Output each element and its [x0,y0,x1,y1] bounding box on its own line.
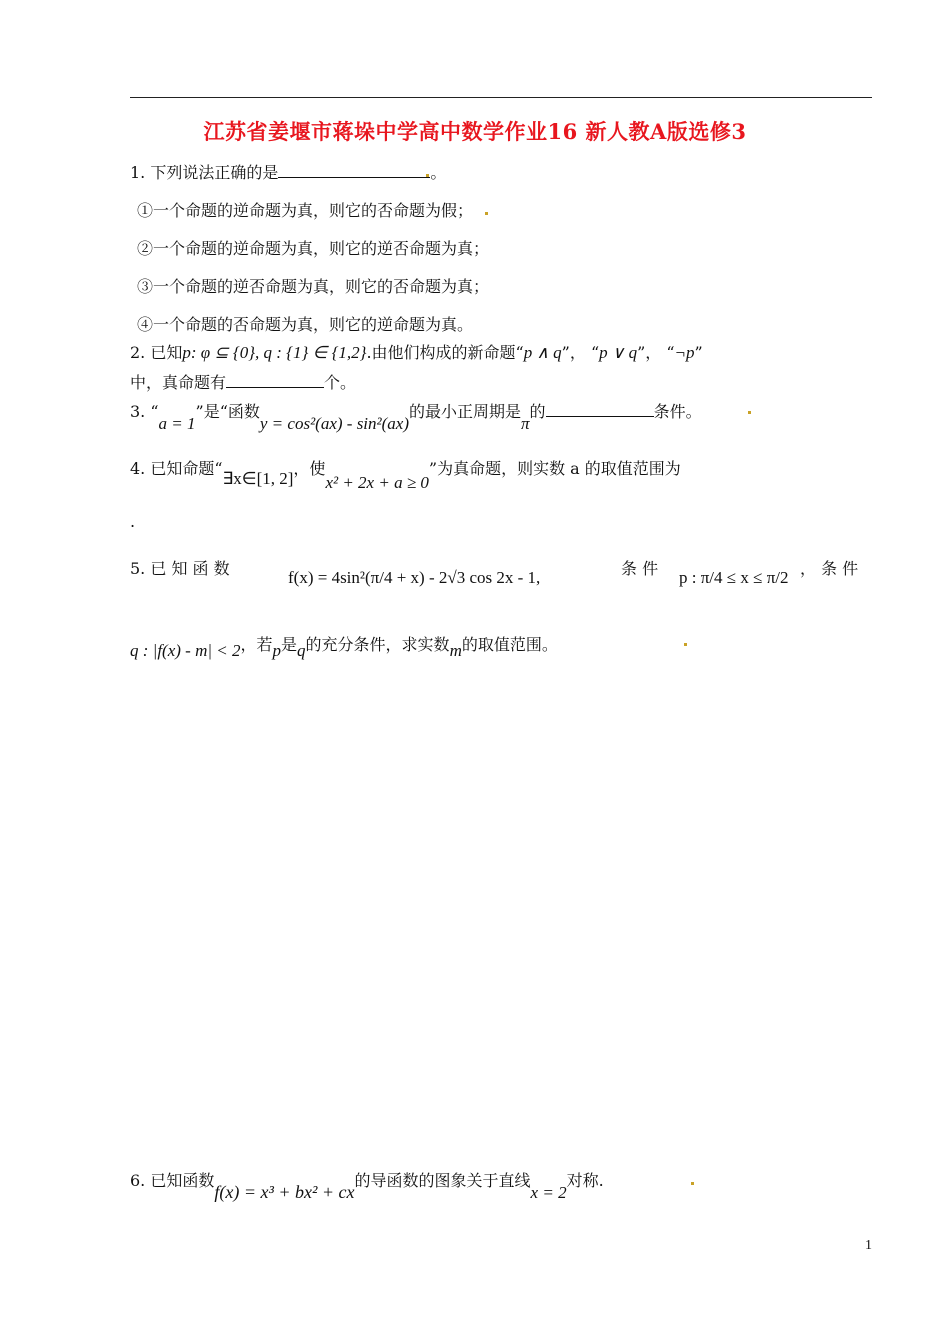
q1-option-2: ②一个命题的逆命题为真，则它的逆否命题为真； [137,239,490,258]
q5-pre: 5. 已 知 函 数 [130,559,230,578]
q5-math-q-var: q [297,641,306,660]
q2-sep2: ”， “ [637,343,675,362]
q3-mid3: 的 [529,402,546,421]
q5-t4: 的取值范围。 [461,635,558,654]
q1-answer-blank [278,163,430,178]
question-5 [130,556,230,579]
q2-pre: 2. 已知 [130,343,183,362]
q2-sep1: ”， “ [561,343,600,362]
q4-math-inequality: x² + 2x + a ≥ 0 [325,473,429,492]
q5-condition-label-2: ， 条 件 [800,559,859,578]
q4-line2: . [130,512,136,531]
q6-pre: 6. 已知函数 [130,1171,215,1190]
q6-end: 对称. [566,1171,604,1190]
page-title: 江苏省姜堰市蒋垛中学高中数学作业16 新人教A版选修3 [203,119,747,144]
q2-mid: .由他们构成的新命题“ [366,343,524,362]
q3-math-pi: π [521,414,530,433]
q1-option-1: ①一个命题的逆命题为真，则它的否命题为假； [137,201,474,220]
q5-math-p: p : π/4 ≤ x ≤ π/2 [679,568,789,587]
question-4 [130,456,872,492]
q4-post: ”为真命题，则实数 a 的取值范围为 [428,459,681,478]
scan-artifact [748,411,751,414]
q5-math-m-var: m [449,641,462,660]
scan-artifact [426,174,429,177]
q1-option-4: ④一个命题的否命题为真，则它的逆命题为真。 [137,315,474,334]
q5-math-q: q : |f(x) - m| < 2 [130,641,241,660]
q4-mid: ，使 [293,459,326,478]
q3-math-function: y = cos²(ax) - sin²(ax) [259,414,409,433]
q5-math-p-var: p [272,641,282,660]
q3-answer-blank [546,402,654,417]
q6-math-function: f(x) = x³ + bx² + cx [214,1182,355,1202]
q2-and: p ∧ q [523,343,562,362]
q2-line2a: 中，真命题有 [130,373,227,392]
q2-answer-blank [226,373,324,388]
q6-math-line: x = 2 [530,1183,567,1202]
scan-artifact [691,1182,694,1185]
q1-option-3: ③一个命题的逆否命题为真，则它的否命题为真； [137,277,490,296]
scan-artifact [485,212,488,215]
q6-mid: 的导函数的图象关于直线 [354,1171,531,1190]
q5-t2: 是 [281,635,298,654]
q4-math-exists: ∃x∈[1, 2] [222,469,294,488]
q3-mid2: 的最小正周期是 [409,402,522,421]
q5-condition-label: 条 件 [621,559,659,578]
q3-math-a: a = 1 [158,414,196,433]
question-1 [130,160,446,183]
q3-mid1: ”是“函数 [195,402,260,421]
q1-text: 1. 下列说法正确的是 [130,163,279,182]
q5-math-function: f(x) = 4sin²(π/4 + x) - 2√3 cos 2x - 1, [288,568,541,587]
question-3 [130,399,702,433]
q2-math: p: φ ⊆ {0}, q : {1} ∈ {1,2} [182,343,367,362]
page-number: 1 [865,1238,872,1253]
question-5-line2 [130,632,558,660]
header-rule [130,97,872,98]
q4-pre: 4. 已知命题“ [130,459,223,478]
q2-line2b: 个。 [324,373,357,392]
q3-pre: 3. “ [130,402,159,421]
q2-not: ¬p [674,343,695,362]
q2-or: p ∨ q [599,343,638,362]
q5-t1: ，若 [240,635,273,654]
q3-end: 条件。 [653,402,702,421]
question-2 [130,340,703,363]
q1-end: 。 [430,163,447,182]
question-6 [130,1168,604,1202]
question-2-line2 [130,370,356,393]
scan-artifact [684,643,687,646]
q5-t3: 的充分条件，求实数 [305,635,450,654]
q2-end: ” [694,343,703,362]
